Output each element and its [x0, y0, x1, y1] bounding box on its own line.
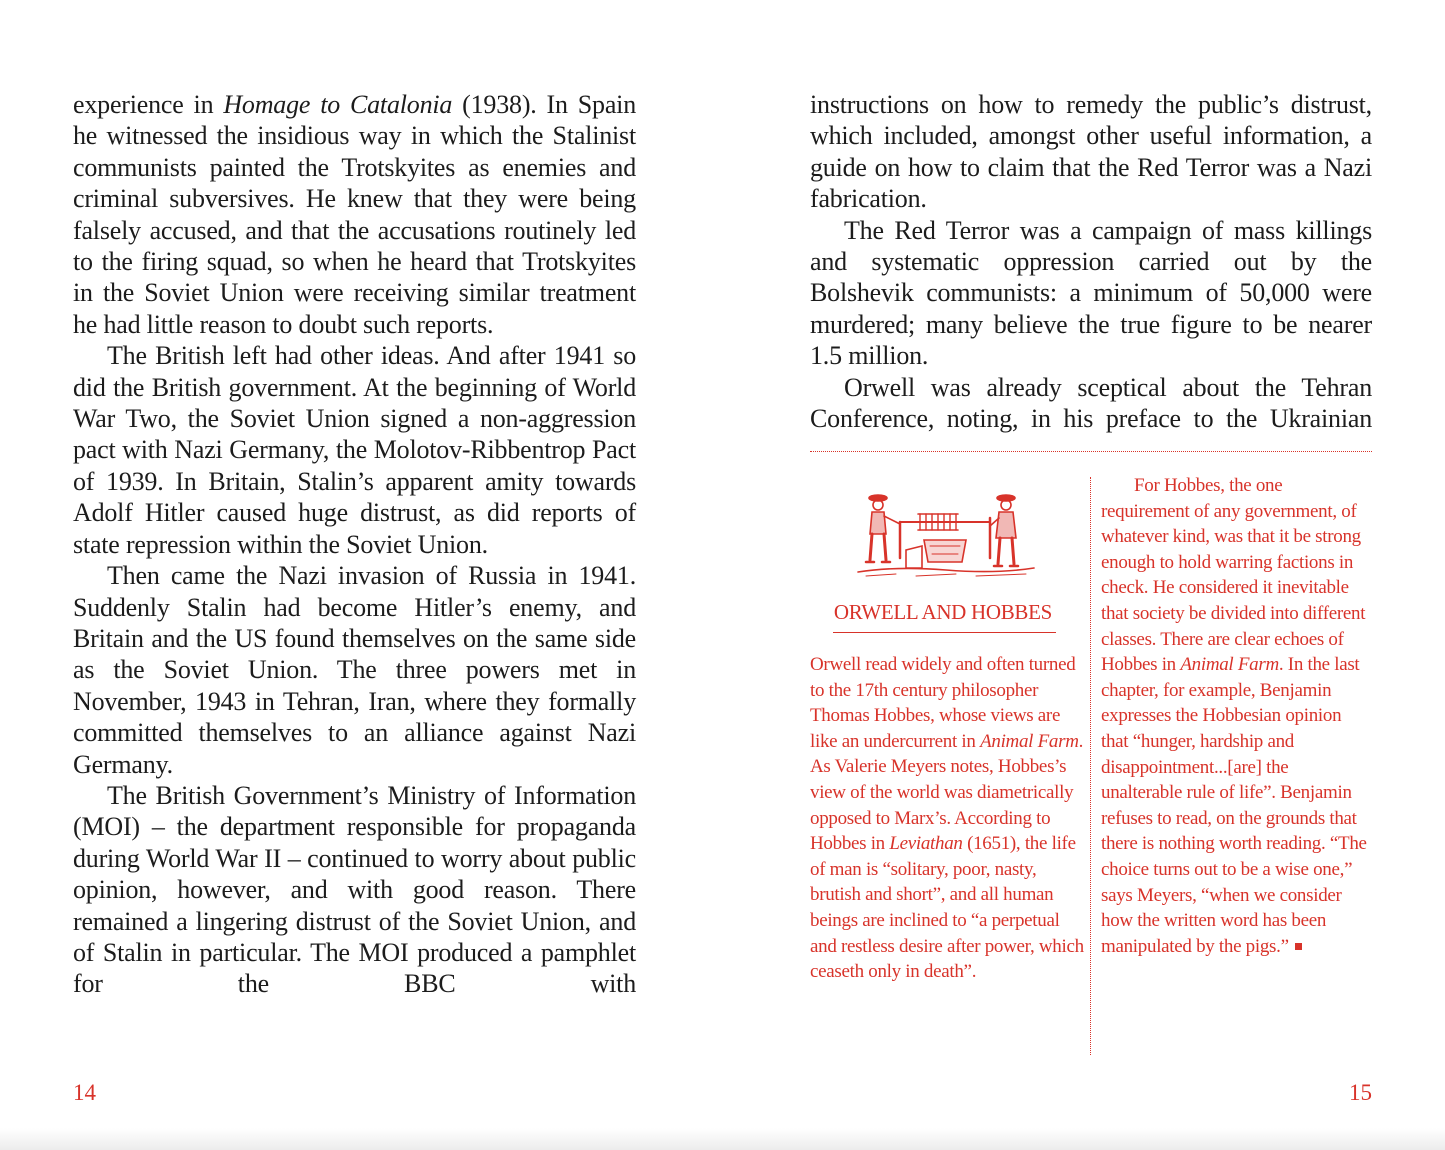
sidebar-title-underline — [833, 632, 1056, 633]
text-run: (1651), the life of man is “solitary, poor, nasty, brutish and short”, and all human beings are inclined to “a perpetual and restless desire after power, which ceaseth only in death”. — [810, 833, 1084, 983]
left-paragraph-4: The British Government’s Ministry of Information (MOI) – the department responsible for propaganda during World War II – continued to worry about public opinion, however, and with good reason. There remained a lingering distrust of the Soviet Union, and of Stalin in particular. The MOI produced a pamphlet for the BBC with — [73, 780, 636, 999]
text-run: . In the last chapter, for example, Benjamin expresses the Hobbesian opinion that “hunger, hardship and disappointment...[are] the unalterable rule of life”. Benjamin refuses to read, on the grounds that there is nothing worth reading. “The choice turns out to be a wise one,” says Meyers, “when we consider how the written word has been manipulated by the pigs.” — [1101, 654, 1367, 957]
sidebar-column-1 — [810, 652, 1084, 985]
sidebar-col2-paragraph — [1101, 473, 1373, 959]
book-title-homage: Homage to Catalonia — [223, 90, 453, 119]
right-paragraph-1: instructions on how to remedy the public’s distrust, which included, amongst other useful information, a guide on how to claim that the Red Terror was a Nazi fabrication. — [810, 90, 1372, 214]
book-title-animal-farm: Animal Farm — [980, 730, 1079, 752]
sidebar-title: ORWELL AND HOBBES — [833, 600, 1053, 624]
text-run: Orwell read widely and often turned to the 17th century philosopher Thomas Hobbes, whose views are like an undercurrent in — [810, 654, 1076, 752]
sidebar-top-rule — [810, 451, 1372, 452]
right-page-number: 15 — [1349, 1080, 1372, 1105]
sidebar-column-divider — [1090, 477, 1091, 1055]
right-paragraph-2: The Red Terror was a campaign of mass killings and systematic oppression carried out by the Bolshevik communists: a minimum of 50,000 were murdered; many believe the true figure to be nearer 1.5 million. — [810, 215, 1372, 371]
two-workers-winch-illustration-icon — [856, 488, 1036, 578]
left-page-number: 14 — [73, 1080, 96, 1105]
right-paragraph-3: Orwell was already sceptical about the Tehran Conference, noting, in his preface to the Ukrainian — [810, 372, 1372, 434]
book-title-animal-farm: Animal Farm — [1180, 654, 1279, 676]
left-paragraph-3: Then came the Nazi invasion of Russia in 1941. Suddenly Stalin had become Hitler’s enemy, and Britain and the US found themselves on the same side as the Soviet Union. The three powers met in November, 1943 in Tehran, Iran, where they formally committed themselves to an alliance against Nazi Germany. — [73, 561, 636, 779]
text-run: . As Valerie Meyers notes, Hobbes’s view of the world was diametrically opposed to Marx’s. According to Hobbes in — [810, 730, 1084, 855]
bottom-edge-shadow — [0, 1128, 1445, 1150]
text-run: For Hobbes, the one requirement of any government, of whatever kind, was that it be strong enough to hold warring factions in check. He considered it inevitable that society be divided into different classes. There are clear echoes of Hobbes in — [1101, 475, 1366, 676]
end-square-icon — [1295, 943, 1302, 950]
sidebar-col1-paragraph — [810, 652, 1084, 985]
text-run: (1938). In Spain he witnessed the insidious way in which the Stalinist communists painted the Trotskyites as enemies and criminal subversives. He knew that they were being falsely accused, and that the accusations routinely led to the firing squad, so when he heard that Trotskyites in the Soviet Union were receiving similar treatment he had little reason to doubt such reports. — [73, 90, 636, 339]
sidebar-column-2 — [1101, 473, 1373, 959]
text-run: experience in — [73, 90, 224, 119]
left-page-body — [73, 89, 636, 1000]
left-paragraph-2: The British left had other ideas. And after 1941 so did the British government. At the beginning of World War Two, the Soviet Union signed a non-aggression pact with Nazi Germany, the Molotov-Ribbentrop Pact of 1939. In Britain, Stalin’s apparent amity towards Adolf Hitler caused huge distrust, as did reports of state repression within the Soviet Union. — [73, 341, 636, 559]
book-title-leviathan: Leviathan — [889, 833, 963, 855]
left-paragraph-1 — [73, 89, 636, 340]
right-page-body — [810, 89, 1372, 434]
